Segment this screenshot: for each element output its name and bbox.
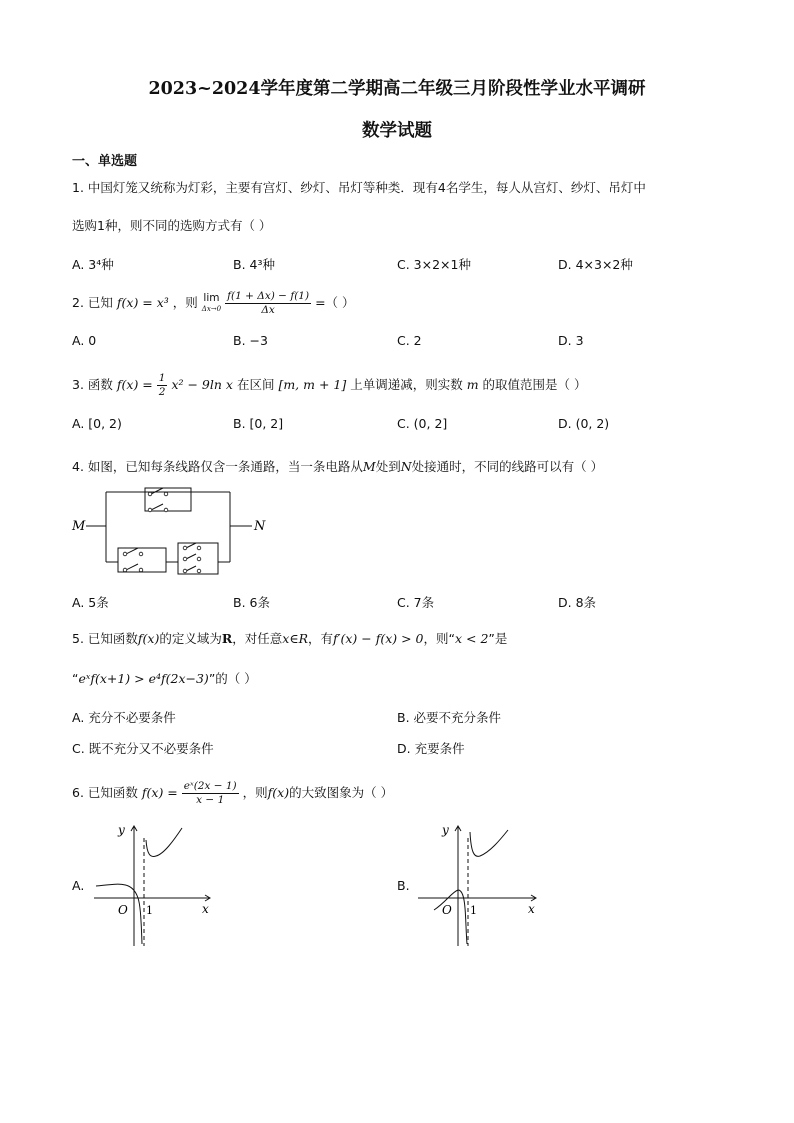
q6-fx: f(x) = bbox=[141, 785, 178, 800]
q3-mid: 在区间 bbox=[236, 377, 275, 392]
q2-lim-sub: Δx→0 bbox=[201, 304, 222, 313]
question-5-line1 bbox=[72, 629, 507, 647]
q4-option-c: C. 7条 bbox=[397, 595, 435, 610]
circuit-label-M: M bbox=[72, 519, 86, 534]
q3-option-a: A. [0, 2) bbox=[72, 416, 122, 431]
circuit-label-N: N bbox=[254, 519, 266, 534]
q2-denominator: Δx bbox=[261, 304, 275, 316]
q5-option-c: C. 既不充分又不必要条件 bbox=[72, 741, 214, 756]
q5-e: ，则“ bbox=[423, 631, 455, 646]
q3-tail-b: 的取值范围是（ ） bbox=[482, 377, 587, 392]
q5-c: ，对任意 bbox=[232, 631, 283, 646]
q2-lead: 2. 已知 bbox=[72, 295, 113, 310]
question-4 bbox=[72, 457, 603, 475]
q1-option-d: D. 4×3×2种 bbox=[558, 257, 633, 272]
q4-text-b: 处到 bbox=[375, 459, 401, 474]
q4-N: N bbox=[400, 459, 412, 474]
q2-lim-word: lim bbox=[203, 291, 220, 304]
graph-b-y-label: y bbox=[442, 823, 449, 837]
q5-xinR: x∈R bbox=[282, 631, 308, 646]
q3-frac-num: 1 bbox=[158, 372, 166, 384]
section-heading: 一、单选题 bbox=[72, 154, 138, 169]
q3-interval: [m, m + 1] bbox=[278, 377, 347, 392]
q6-fx2: f(x) bbox=[267, 785, 290, 800]
graph-b-origin: O bbox=[442, 903, 452, 917]
q6-graph-b-label: B. bbox=[397, 878, 410, 893]
graph-b-tick-1: 1 bbox=[470, 904, 477, 917]
q3-expr-a: f(x) = bbox=[116, 377, 153, 392]
graph-b-x-label: x bbox=[528, 902, 535, 916]
q2-expr: f(x) = x³ bbox=[116, 295, 169, 310]
q2-option-d: D. 3 bbox=[558, 333, 584, 348]
question-2 bbox=[72, 289, 355, 317]
q3-frac-den: 2 bbox=[158, 386, 166, 398]
q5-option-d: D. 充要条件 bbox=[397, 741, 465, 756]
graph-a-y-label: y bbox=[118, 823, 125, 837]
q6-graph-b bbox=[412, 818, 542, 950]
graph-a-origin: O bbox=[118, 903, 128, 917]
q2-option-b: B. −3 bbox=[233, 333, 268, 348]
question-6 bbox=[72, 778, 393, 808]
q5-cond: f′(x) − f(x) > 0 bbox=[333, 631, 424, 646]
q1-option-a: A. 3⁴种 bbox=[72, 257, 114, 272]
page-title: 2023~2024学年度第二学期高二年级三月阶段性学业水平调研 bbox=[148, 79, 646, 99]
q5-option-b: B. 必要不充分条件 bbox=[397, 710, 502, 725]
q6-graph-a bbox=[88, 818, 218, 950]
q5-b: 的定义域为 bbox=[159, 631, 222, 646]
q4-option-a: A. 5条 bbox=[72, 595, 109, 610]
q4-text-a: 4. 如图，已知每条线路仅含一条通路，当一条电路从 bbox=[72, 459, 363, 474]
q5-f: f(x) bbox=[137, 631, 160, 646]
q3-option-b: B. [0, 2] bbox=[233, 416, 284, 431]
q6-mid: ，则 bbox=[242, 785, 268, 800]
page-subtitle: 数学试题 bbox=[362, 121, 432, 141]
q5-option-a: A. 充分不必要条件 bbox=[72, 710, 176, 725]
q4-option-d: D. 8条 bbox=[558, 595, 597, 610]
q3-var: m bbox=[466, 377, 479, 392]
q3-option-c: C. (0, 2] bbox=[397, 416, 448, 431]
q2-numerator: f(1 + Δx) − f(1) bbox=[227, 290, 310, 302]
q6-numerator: eˣ(2x − 1) bbox=[183, 780, 237, 792]
q5-x2: x < 2 bbox=[454, 631, 489, 646]
q3-tail-a: 上单调递减，则实数 bbox=[350, 377, 463, 392]
q5-a: 5. 已知函数 bbox=[72, 631, 138, 646]
q2-fraction bbox=[225, 290, 311, 317]
q2-mid: ，则 bbox=[172, 295, 198, 310]
question-1-line2: 选购1种，则不同的选购方式有（ ） bbox=[72, 218, 272, 233]
circuit-diagram bbox=[70, 482, 270, 582]
q2-option-c: C. 2 bbox=[397, 333, 422, 348]
q6-lead: 6. 已知函数 bbox=[72, 785, 138, 800]
q6-graph-a-label: A. bbox=[72, 878, 85, 893]
q6-fraction bbox=[182, 780, 239, 807]
q5-f2: ”是 bbox=[488, 631, 508, 646]
graph-a-x-label: x bbox=[202, 902, 209, 916]
q4-M: M bbox=[362, 459, 376, 474]
q2-lim bbox=[202, 293, 221, 315]
q3-fraction bbox=[157, 372, 168, 399]
q2-option-a: A. 0 bbox=[72, 333, 97, 348]
q5-h: ”的（ ） bbox=[208, 671, 257, 686]
q3-option-d: D. (0, 2) bbox=[558, 416, 610, 431]
q1-option-c: C. 3×2×1种 bbox=[397, 257, 471, 272]
q5-ineq: eˣf(x+1) > e⁴f(2x−3) bbox=[78, 671, 209, 686]
q5-d: ，有 bbox=[307, 631, 333, 646]
q1-option-b: B. 4³种 bbox=[233, 257, 275, 272]
q4-option-b: B. 6条 bbox=[233, 595, 270, 610]
q4-text-c: 处接通时，不同的线路可以有（ ） bbox=[411, 459, 604, 474]
question-5-line2 bbox=[72, 669, 257, 687]
q5-g: “ bbox=[72, 671, 79, 686]
question-3 bbox=[72, 371, 587, 399]
question-1-line1: 1. 中国灯笼又统称为灯彩，主要有宫灯、纱灯、吊灯等种类．现有4名学生，每人从宫灯、纱灯、吊灯中 bbox=[72, 180, 646, 195]
q6-denominator: x − 1 bbox=[196, 794, 225, 806]
q3-lead: 3. 函数 bbox=[72, 377, 113, 392]
q5-R: R bbox=[221, 631, 233, 646]
graph-a-tick-1: 1 bbox=[146, 904, 153, 917]
q6-tail: 的大致图象为（ ） bbox=[289, 785, 394, 800]
q3-expr-b: x² − 9ln x bbox=[171, 377, 233, 392]
q2-tail: =（ ） bbox=[315, 295, 355, 310]
